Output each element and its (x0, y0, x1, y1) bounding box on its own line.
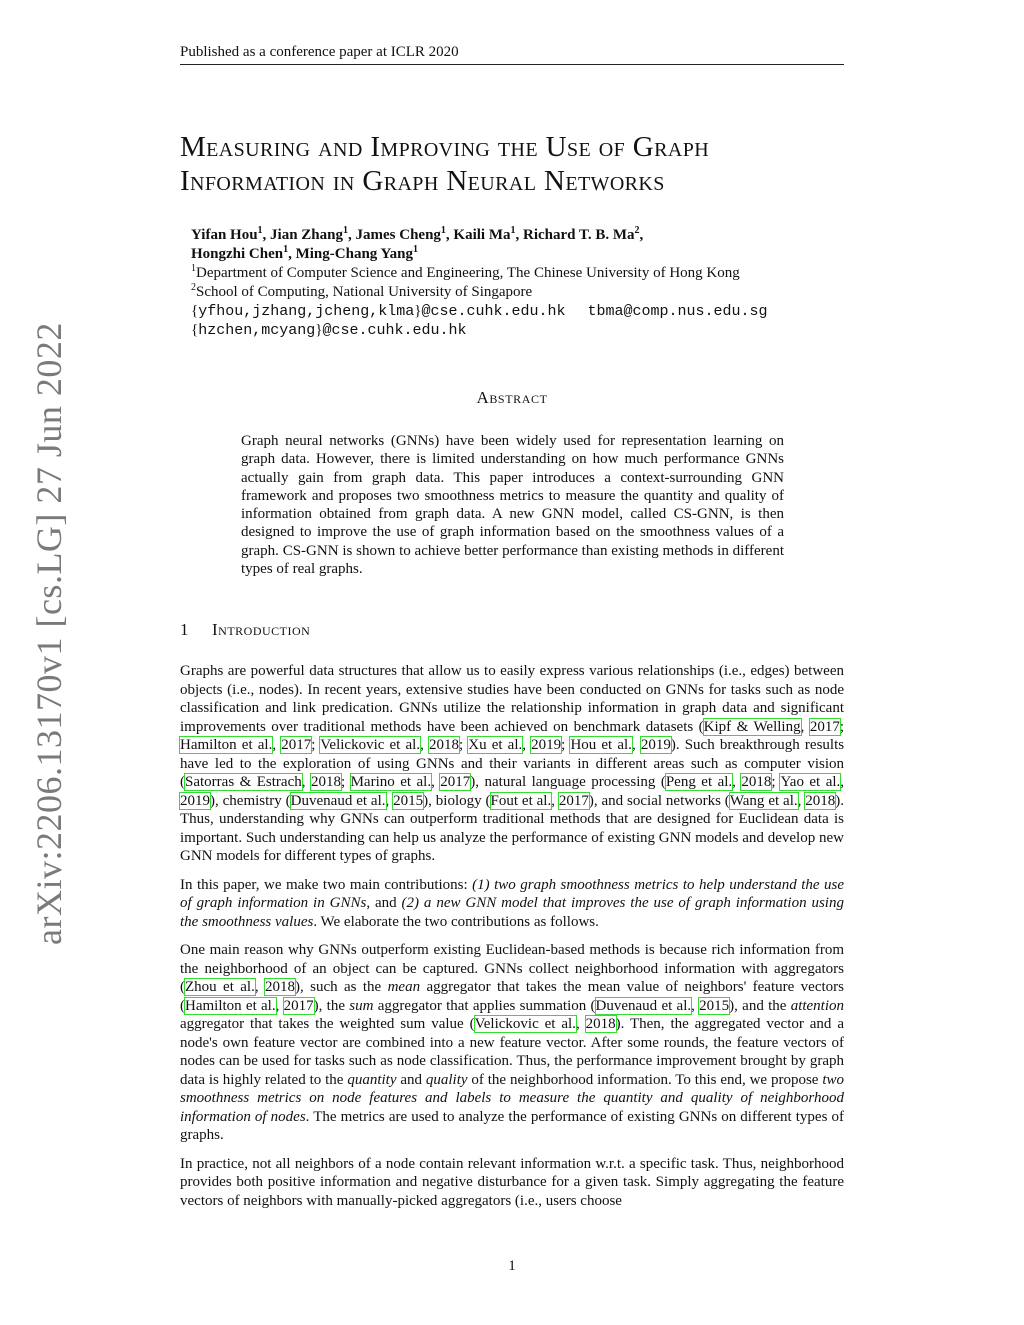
author-name: Hongzhi Chen (191, 246, 284, 262)
section-heading-introduction (180, 620, 844, 640)
citation-link[interactable]: 2017 (283, 997, 314, 1014)
affiliation-mark: 1 (257, 225, 263, 236)
affiliation-mark: 1 (191, 263, 196, 274)
citation-link[interactable]: 2017 (281, 737, 312, 753)
email-group-cuhk-2: {hzchen,mcyang}@cse.cuhk.edu.hk (191, 322, 467, 339)
introduction-body (180, 662, 844, 1220)
paragraph: In practice, not all neighbors of a node contain relevant information w.r.t. a specific task. Thus, neighborhood provides both positive information and negative disturbance for a given task. Simply aggregating the feature vectors of neighbors with manually-picked aggregators (i.e., users choose (180, 1155, 844, 1209)
title-line-2: Information in Graph Neural Networks (180, 165, 665, 197)
paragraph: One main reason why GNNs outperform existing Euclidean-based methods is because rich information from the neighborhood of an object can be captured. GNNs collect neighborhood information with aggregators (Zhou et al., 2018), such as the mean aggregator that takes the mean value of neighbors' feature vectors (Hamilton et al., 2017), the sum aggregator that applies summation (Duvenaud et al., 2015), and the attention aggregator that takes the weighted sum value (Velickovic et al., 2018). Then, the aggregated vector and a node's own feature vector are combined into a new feature vector. After some rounds, the feature vectors of nodes can be used for tasks such as node classification. Thus, the performance improvement brought by graph data is highly related to the quantity and quality of the neighborhood information. To this end, we propose two smoothness metrics on node features and labels to measure the quantity and quality of neighborhood information of nodes. The metrics are used to analyze the performance of existing GNNs on different types of graphs. (180, 942, 845, 1143)
author-name: Jian Zhang (270, 227, 343, 243)
email-usernames: yfhou,jzhang,jcheng,klma (198, 303, 415, 320)
citation-link[interactable]: 2017 (558, 792, 589, 809)
email-row-2 (191, 321, 851, 340)
affiliation-text: School of Computing, National University of Singapore (196, 284, 533, 300)
author-names-line-2: Hongzhi Chen$^1$, Ming-Chang Yang$^1$ (191, 244, 418, 262)
affiliation-mark: 2 (191, 282, 196, 293)
citation-link[interactable]: 2018 (264, 979, 295, 995)
citation-link[interactable]: Yao et al. (780, 774, 841, 790)
paper-title (180, 130, 844, 198)
citation-link[interactable]: Kipf & Welling (703, 718, 801, 735)
author-name: Kaili Ma (453, 227, 511, 243)
affiliation-mark: 1 (283, 244, 289, 255)
email-row-1 (191, 302, 851, 321)
affiliation-mark: 1 (440, 225, 446, 236)
affiliation-2 (191, 283, 851, 302)
citation-link[interactable]: Duvenaud et al. (290, 792, 386, 809)
email-usernames: hzchen,mcyang (198, 322, 316, 339)
citation-link[interactable]: Xu et al. (468, 737, 523, 753)
affiliation-mark: 1 (510, 225, 516, 236)
author-block (191, 226, 851, 340)
email-nus: tbma@comp.nus.edu.sg (587, 303, 768, 320)
citation-link[interactable]: Hamilton et al. (180, 737, 273, 753)
citation-link[interactable]: Peng et al. (665, 774, 733, 790)
author-name: Ming-Chang Yang (295, 246, 413, 262)
citation-link[interactable]: Wang et al. (729, 792, 798, 809)
abstract-text: Graph neural networks (GNNs) have been widely used for representation learning on graph data. However, there is limited understanding on how much performance GNNs actually gain from graph data. This paper introduces a context-surrounding GNN framework and proposes two smoothness metrics to measure the quantity and quality of information obtained from graph data. A new GNN model, called CS-GNN, is then designed to improve the use of graph information based on the smoothness values of a graph. CS-GNN is shown to achieve better performance than existing methods in different types of real graphs. (241, 433, 784, 578)
citation-link[interactable]: 2018 (310, 774, 341, 790)
citation-link[interactable]: Fout et al. (490, 792, 552, 809)
author-name: Richard T. B. Ma (523, 227, 635, 243)
citation-link[interactable]: 2019 (531, 737, 562, 753)
citation-link[interactable]: Satorras & Estrach (185, 774, 302, 790)
citation-link[interactable]: 2019 (180, 792, 210, 809)
title-line-1: Measuring and Improving the Use of Graph (180, 131, 710, 163)
section-title: Introduction (212, 620, 311, 639)
author-name: James Cheng (355, 227, 441, 243)
citation-link[interactable]: Duvenaud et al. (595, 997, 692, 1014)
email-domain: @cse.cuhk.edu.hk (322, 322, 467, 339)
page-number: 1 (508, 1258, 516, 1274)
arxiv-side-stamp: arXiv:2206.13170v1 [cs.LG] 27 Jun 2022 (29, 322, 69, 945)
section-number: 1 (180, 620, 189, 639)
affiliation-mark: 1 (343, 225, 348, 236)
citation-link[interactable]: 2018 (741, 774, 772, 790)
email-group-cuhk-1: {yfhou,jzhang,jcheng,klma}@cse.cuhk.edu.hk (191, 303, 566, 320)
affiliation-mark: 2 (634, 225, 640, 236)
citation-link[interactable]: Velickovic et al. (320, 737, 421, 753)
affiliation-text: Department of Computer Science and Engineering, The Chinese University of Hong Kong (196, 265, 740, 281)
affiliation-1 (191, 264, 851, 283)
author-names-line-1: Yifan Hou$^1$, Jian Zhang$^1$, James Cheng$^1$, Kaili Ma$^1$, Richard T. B. Ma$^2$, (191, 225, 644, 243)
affiliation-mark: 1 (413, 244, 418, 255)
citation-link[interactable]: 2015 (699, 997, 730, 1014)
running-header: Published as a conference paper at ICLR 2020 (180, 44, 844, 65)
citation-link[interactable]: Velickovic et al. (474, 1016, 576, 1032)
citation-link[interactable]: 2017 (809, 718, 840, 735)
paragraph: Graphs are powerful data structures that allow us to easily express various relationships (i.e., edges) between objects (i.e., nodes). In recent years, extensive studies have been conducted on GNNs for tasks such as node classification and link predication. GNNs utilize the relationship information in graph data and significant improvements over traditional methods have been achieved on benchmark datasets (Kipf & Welling, 2017; Hamilton et al., 2017; Velickovic et al., 2018; Xu et al., 2019; Hou et al., 2019). Such breakthrough results have led to the exploration of using GNNs and their variants in different areas such as computer vision (Satorras & Estrach, 2018; Marino et al., 2017), natural language processing (Peng et al., 2018; Yao et al., 2019), chemistry (Duvenaud et al., 2015), biology (Fout et al., 2017), and social networks (Wang et al., 2018). Thus, understanding why GNNs can outperform traditional methods that are designed for Euclidean data is important. Such understanding can help us analyze the performance of existing GNN models and develop new GNN models for different types of graphs. (180, 663, 845, 864)
email-domain: @cse.cuhk.edu.hk (421, 303, 566, 320)
abstract-heading: Abstract (476, 388, 548, 407)
citation-link[interactable]: Marino et al. (350, 774, 432, 790)
citation-link[interactable]: 2018 (585, 1016, 616, 1032)
citation-link[interactable]: 2018 (805, 792, 836, 809)
paragraph: In this paper, we make two main contributions: (1) two graph smoothness metrics to help understand the use of graph information in GNNs, and (2) a new GNN model that improves the use of graph information using the smoothness values. We elaborate the two contributions as follows. (180, 876, 844, 930)
citation-link[interactable]: 2017 (440, 774, 471, 790)
citation-link[interactable]: Hamilton et al. (185, 997, 276, 1014)
citation-link[interactable]: 2019 (640, 737, 671, 753)
citation-link[interactable]: 2015 (393, 792, 424, 809)
citation-link[interactable]: Hou et al. (570, 737, 632, 753)
author-name: Yifan Hou (191, 227, 258, 243)
citation-link[interactable]: Zhou et al. (185, 979, 255, 995)
citation-link[interactable]: 2018 (428, 737, 459, 753)
